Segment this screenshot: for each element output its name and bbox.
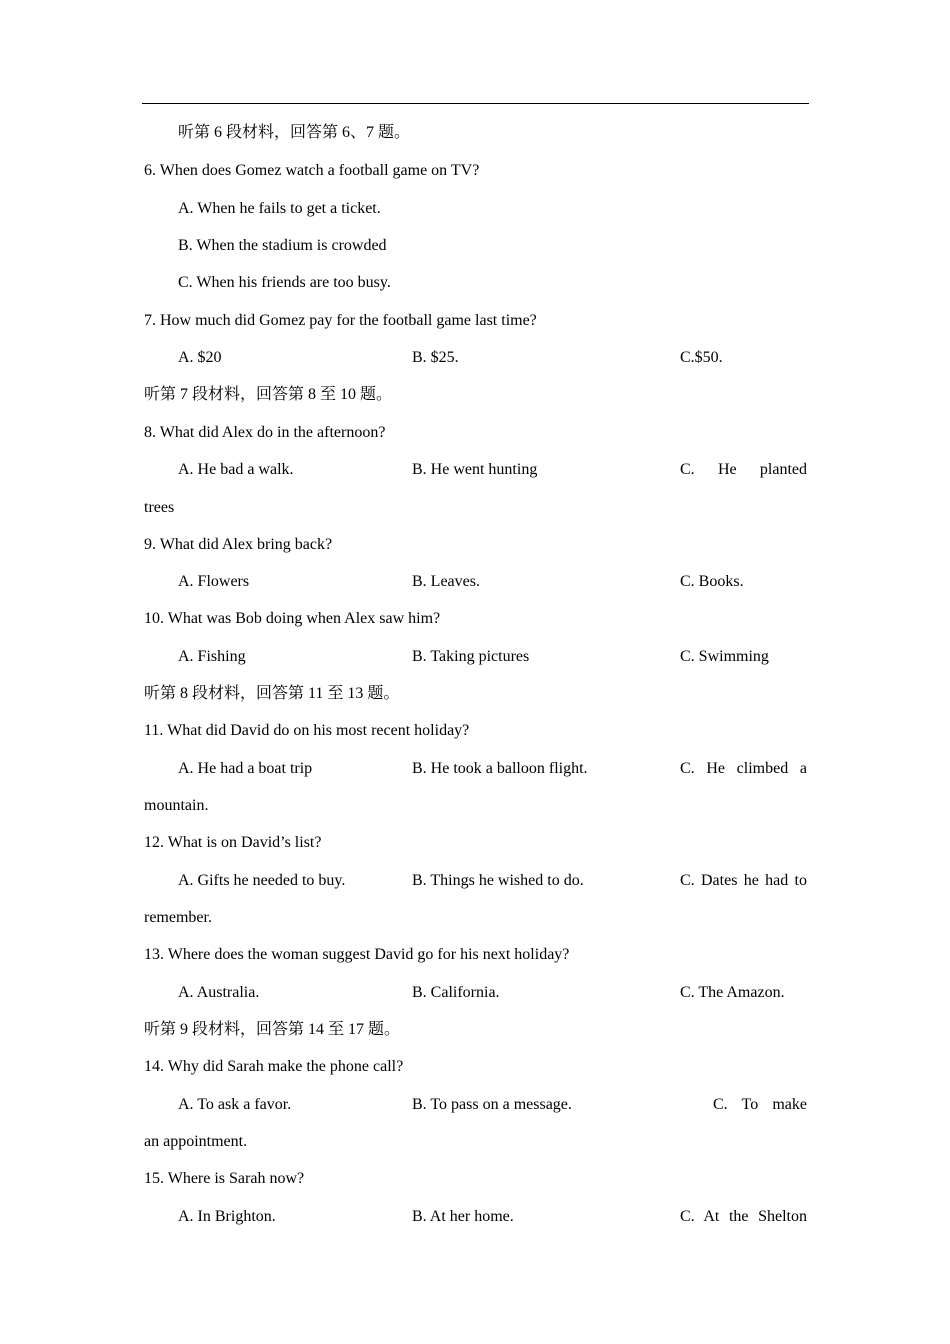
question-15-stem: 15. Where is Sarah now? xyxy=(144,1170,305,1187)
question-8-option-a: A. He bad a walk. xyxy=(178,461,294,478)
header-rule xyxy=(142,103,809,104)
question-9-option-b: B. Leaves. xyxy=(412,573,480,590)
question-14-option-c: C. To make xyxy=(713,1096,807,1113)
section-heading-7: 听第 7 段材料，回答第 8 至 10 题。 xyxy=(144,386,393,403)
question-7-stem: 7. How much did Gomez pay for the football game last time? xyxy=(144,312,537,329)
question-13-stem: 13. Where does the woman suggest David go for his next holiday? xyxy=(144,946,570,963)
question-15-option-a: A. In Brighton. xyxy=(178,1208,276,1225)
question-12-option-c-continued: remember. xyxy=(144,909,212,926)
question-8-option-c: C. He planted xyxy=(680,461,807,478)
question-14-option-a: A. To ask a favor. xyxy=(178,1096,292,1113)
question-8-stem: 8. What did Alex do in the afternoon? xyxy=(144,424,386,441)
question-13-option-c: C. The Amazon. xyxy=(680,984,785,1001)
question-14-option-b: B. To pass on a message. xyxy=(412,1096,572,1113)
question-14-option-c-continued: an appointment. xyxy=(144,1133,248,1150)
section-heading-8: 听第 8 段材料，回答第 11 至 13 题。 xyxy=(144,685,400,702)
section-heading-9: 听第 9 段材料，回答第 14 至 17 题。 xyxy=(144,1021,401,1038)
question-12-option-c: C. Dates he had to xyxy=(680,872,807,889)
question-13-option-a: A. Australia. xyxy=(178,984,260,1001)
question-7-option-b: B. $25. xyxy=(412,349,459,366)
question-10-option-a: A. Fishing xyxy=(178,648,246,665)
question-7-option-a: A. $20 xyxy=(178,349,222,366)
question-15-option-b: B. At her home. xyxy=(412,1208,514,1225)
question-10-option-b: B. Taking pictures xyxy=(412,648,530,665)
question-7-option-c: C.$50. xyxy=(680,349,723,366)
question-12-stem: 12. What is on David’s list? xyxy=(144,834,322,851)
question-11-option-c: C. He climbed a xyxy=(680,760,807,777)
question-11-stem: 11. What did David do on his most recent holiday? xyxy=(144,722,470,739)
question-10-option-c: C. Swimming xyxy=(680,648,769,665)
question-9-stem: 9. What did Alex bring back? xyxy=(144,536,333,553)
question-10-stem: 10. What was Bob doing when Alex saw him? xyxy=(144,610,441,627)
question-11-option-b: B. He took a balloon flight. xyxy=(412,760,588,777)
question-8-option-b: B. He went hunting xyxy=(412,461,538,478)
question-11-option-c-continued: mountain. xyxy=(144,797,209,814)
question-9-option-a: A. Flowers xyxy=(178,573,250,590)
question-9-option-c: C. Books. xyxy=(680,573,744,590)
question-6-stem: 6. When does Gomez watch a football game on TV? xyxy=(144,162,480,179)
question-14-stem: 14. Why did Sarah make the phone call? xyxy=(144,1058,404,1075)
question-13-option-b: B. California. xyxy=(412,984,500,1001)
question-8-option-c-continued: trees xyxy=(144,499,175,516)
question-6-option-b: B. When the stadium is crowded xyxy=(178,237,387,254)
question-6-option-a: A. When he fails to get a ticket. xyxy=(178,200,381,217)
question-6-option-c: C. When his friends are too busy. xyxy=(178,274,391,291)
section-heading-6: 听第 6 段材料，回答第 6、7 题。 xyxy=(178,124,411,141)
question-11-option-a: A. He had a boat trip xyxy=(178,760,313,777)
question-12-option-a: A. Gifts he needed to buy. xyxy=(178,872,346,889)
question-15-option-c: C. At the Shelton xyxy=(680,1208,807,1225)
question-12-option-b: B. Things he wished to do. xyxy=(412,872,584,889)
